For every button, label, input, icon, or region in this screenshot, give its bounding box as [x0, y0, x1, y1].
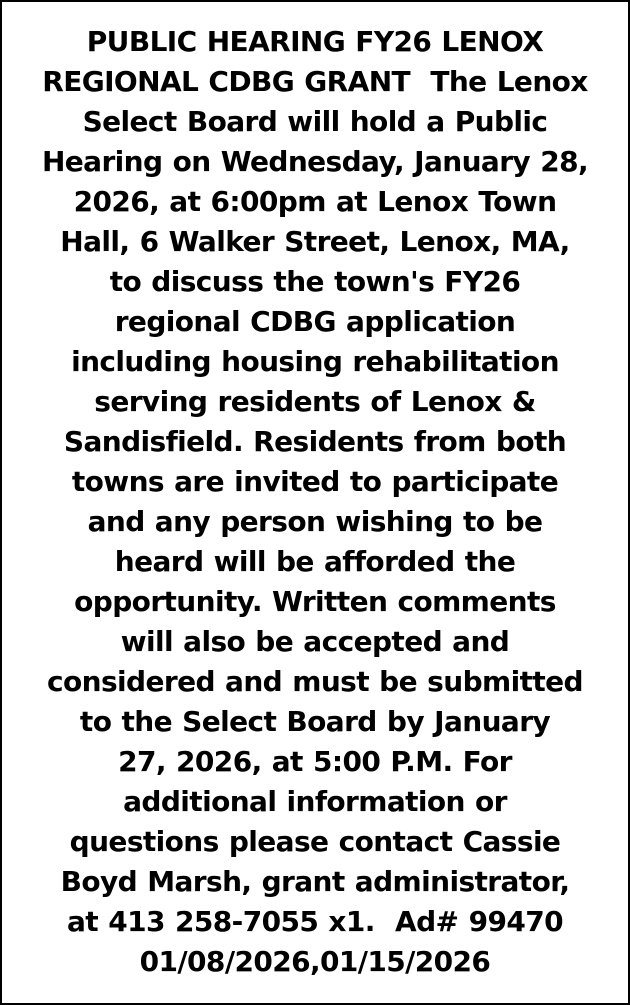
notice-line: 01/08/2026,01/15/2026 [139, 945, 491, 978]
notice-line: regional CDBG application [114, 305, 516, 338]
notice-line: questions please contact Cassie [69, 825, 561, 858]
notice-line: towns are invited to participate [71, 465, 559, 498]
notice-line: PUBLIC HEARING FY26 LENOX [86, 25, 544, 58]
notice-line: additional information or [123, 785, 507, 818]
notice-line: Sandisfield. Residents from both [63, 425, 567, 458]
notice-line: heard will be afforded the [114, 545, 516, 578]
notice-line: and any person wishing to be [87, 505, 543, 538]
notice-body [10, 22, 620, 982]
notice-line: including housing rehabilitation [71, 345, 559, 378]
notice-line: at 413 258-7055 x1. Ad# 99470 [67, 905, 563, 938]
notice-line: considered and must be submitted [47, 665, 583, 698]
notice-line: Hall, 6 Walker Street, Lenox, MA, [60, 225, 570, 258]
notice-line: 27, 2026, at 5:00 P.M. For [118, 745, 512, 778]
notice-line: to discuss the town's FY26 [109, 265, 521, 298]
notice-line: Hearing on Wednesday, January 28, [41, 145, 589, 178]
notice-line: to the Select Board by January [79, 705, 551, 738]
notice-line: Boyd Marsh, grant administrator, [60, 865, 570, 898]
notice-line: Select Board will hold a Public [82, 105, 548, 138]
notice-line: serving residents of Lenox & [94, 385, 536, 418]
notice-line: will also be accepted and [120, 625, 510, 658]
notice-line: 2026, at 6:00pm at Lenox Town [73, 185, 557, 218]
notice-line: opportunity. Written comments [74, 585, 556, 618]
notice-line: REGIONAL CDBG GRANT The Lenox [42, 65, 588, 98]
